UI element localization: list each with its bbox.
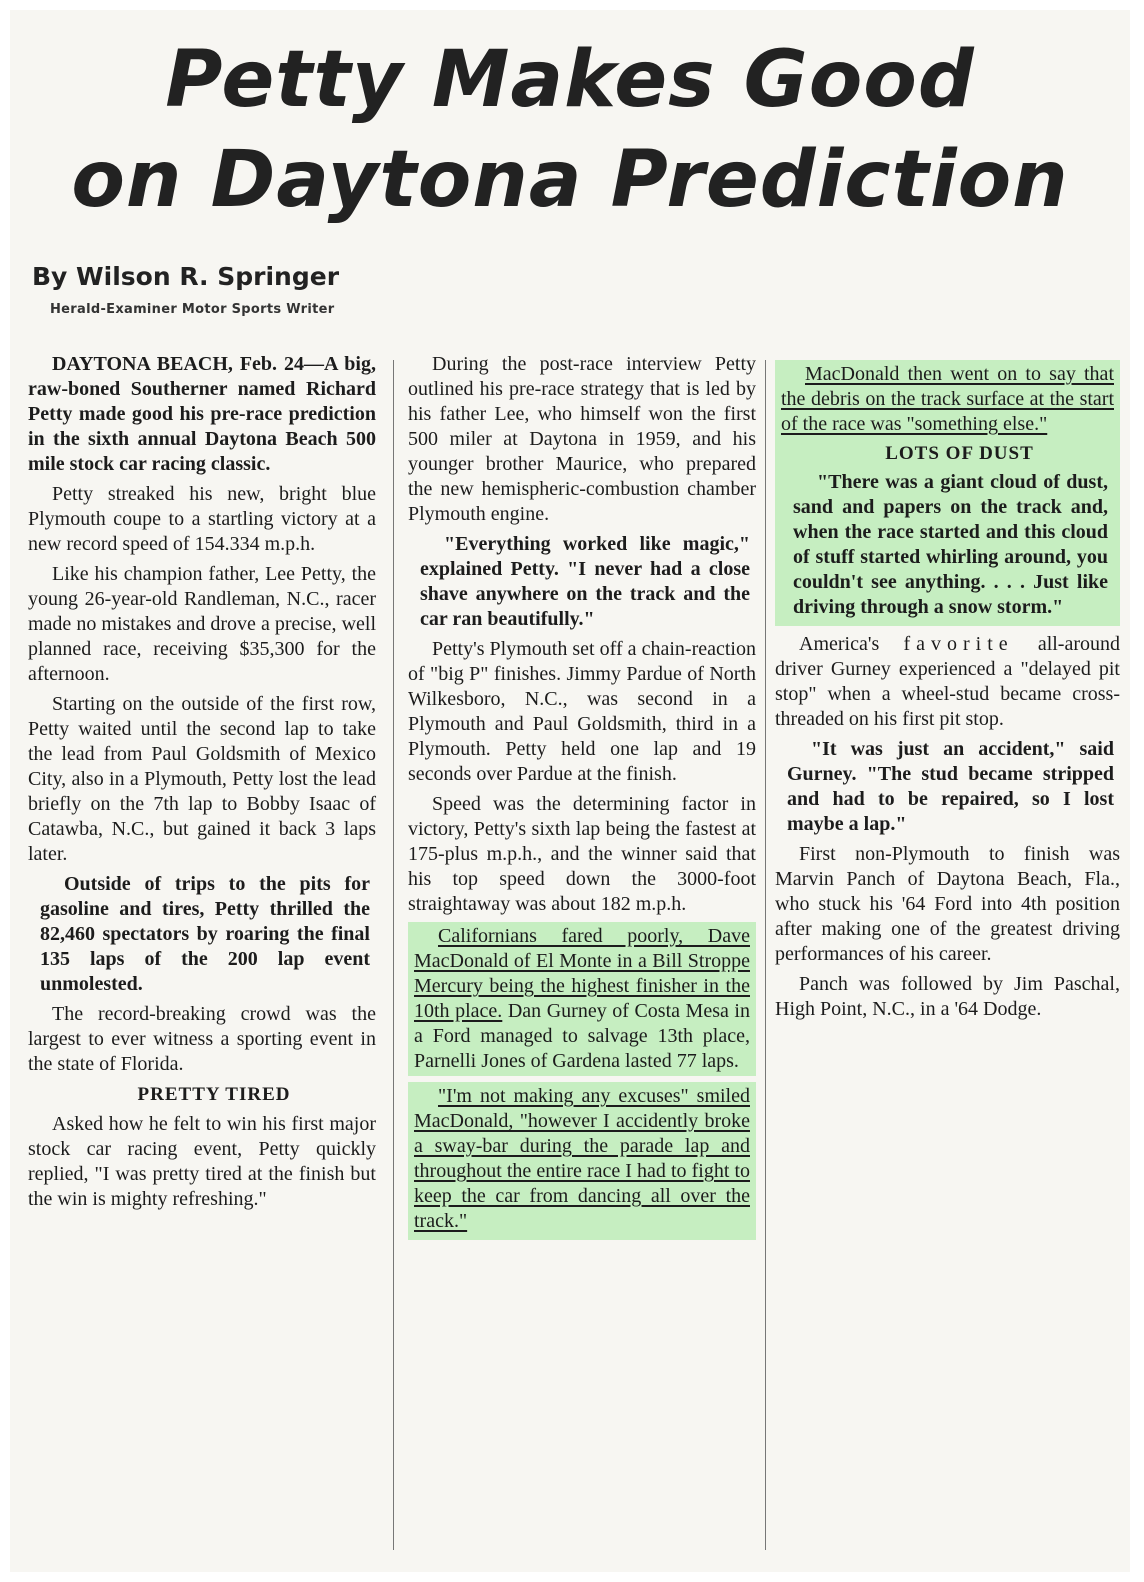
highlighted-passage [408, 1082, 756, 1240]
underlined-quote: "I'm not making any excuses" smiled MacDonald, "however I accidently broke a sway-bar during the parade lap and throughout the entire race I had to fight to keep the car from dancing all over the track." [414, 1085, 750, 1232]
paragraph [775, 632, 1120, 732]
lead-text: —A big, raw-boned Southerner named Richard Petty made good his pre-race prediction in the sixth annual Daytona Beach 500 mile stock car racing classic. [28, 353, 376, 475]
highlighted-paragraph [414, 924, 750, 1074]
quote-paragraph: "Everything worked like magic," explained Petty. "I never had a close shave anywhere on the track and the car ran beautifully." [420, 533, 750, 630]
quote-paragraph: "There was a giant cloud of dust, sand and papers on the track and, when the race started and this cloud of stuff started whirling around, you couldn't see anything. . . . Just like driving through a snow storm." [793, 471, 1108, 618]
headline-line-2: on Daytona Prediction [71, 135, 1069, 225]
highlighted-passage [408, 922, 756, 1076]
subheading: LOTS OF DUST [885, 443, 1034, 464]
headline-line-1: Petty Makes Good [165, 35, 975, 125]
bold-paragraph: Outside of trips to the pits for gasoline and tires, Petty thrilled the 82,460 spectators by roaring the final 135 laps of the 200 lap event unmolested. [40, 873, 370, 995]
paragraph: Petty's Plymouth set off a chain-reaction of "big P" finishes. Jimmy Pardue of North Wilkesboro, N.C., was second in a Plymouth and Paul Goldsmith, third in a Plymouth. Petty held one lap and 19 seconds over Pardue at the finish. [408, 638, 756, 785]
quote-paragraph: "It was just an accident," said Gurney. "The stud became stripped and had to be repaired, so I lost maybe a lap." [787, 738, 1114, 835]
spaced-word: favorite [903, 633, 1014, 655]
paragraph: During the post-race interview Petty outlined his pre-race strategy that is led by his father Lee, who himself won the first 500 miler at Daytona in 1959, and his younger brother Maurice, who prepared the new hemispheric-combustion chamber Plymouth engine. [408, 353, 756, 525]
subheading: PRETTY TIRED [137, 1084, 291, 1105]
headline [10, 30, 1130, 230]
paragraph: Asked how he felt to win his first major stock car racing event, Petty quickly replied, "I was pretty tired at the finish but the win is mighty refreshing." [28, 1113, 376, 1210]
column-divider [765, 360, 766, 1550]
article-column-2 [408, 352, 756, 1246]
lead-paragraph [28, 352, 376, 477]
highlighted-text: Dan Gurney of Costa Mesa in a Ford managed to salvage 13th place, Parnelli Jones of Gardena lasted 77 laps. [414, 1000, 750, 1072]
underlined-paragraph: MacDonald then went on to say that the debris on the track surface at the start of the race was "something else." [781, 363, 1114, 435]
byline-author: By Wilson R. Springer [32, 262, 340, 291]
dateline: DAYTONA BEACH, Feb. 24 [52, 353, 305, 375]
paragraph: First non-Plymouth to finish was Marvin Panch of Daytona Beach, Fla., who stuck his '64 Ford into 4th position after making one of the greatest driving performances of his career. [775, 843, 1120, 965]
paragraph: Speed was the determining factor in victory, Petty's sixth lap being the fastest at 175-plus m.p.h., and the winner said that his top speed down the 3000-foot straightaway was about 182 m.p.h. [408, 793, 756, 915]
newspaper-clipping [10, 10, 1130, 1572]
paragraph: Like his champion father, Lee Petty, the young 26-year-old Randleman, N.C., racer made no mistakes and drove a precise, well planned race, receiving $35,300 for the afternoon. [28, 563, 376, 685]
paragraph: Panch was followed by Jim Paschal, High Point, N.C., in a '64 Dodge. [775, 973, 1120, 1020]
text-run: America's [799, 633, 880, 655]
text-run: all-around driver Gurney experienced a "delayed pit stop" when a wheel-stud became cross-threaded on his first pit stop. [775, 633, 1121, 730]
underlined-text: Californians fared poorly, Dave MacDonald of El Monte in a Bill Stroppe Mercury being the highest finisher in the 10th place. [414, 925, 750, 1022]
column-divider [393, 360, 394, 1550]
article-column-3 [775, 360, 1120, 1027]
article-column-1 [28, 352, 376, 1217]
paragraph: Starting on the outside of the first row, Petty waited until the second lap to take the lead from Paul Goldsmith of Mexico City, also in a Plymouth, Petty lost the lead briefly on the 7th lap to Bobby Isaac of Catawba, N.C., but gained it back 3 laps later. [28, 693, 376, 865]
paragraph: The record-breaking crowd was the largest to ever witness a sporting event in the state of Florida. [28, 1003, 376, 1075]
byline-role: Herald-Examiner Motor Sports Writer [50, 302, 335, 317]
highlighted-passage [775, 360, 1120, 626]
paragraph: Petty streaked his new, bright blue Plymouth coupe to a startling victory at a new record speed of 154.334 m.p.h. [28, 483, 376, 555]
